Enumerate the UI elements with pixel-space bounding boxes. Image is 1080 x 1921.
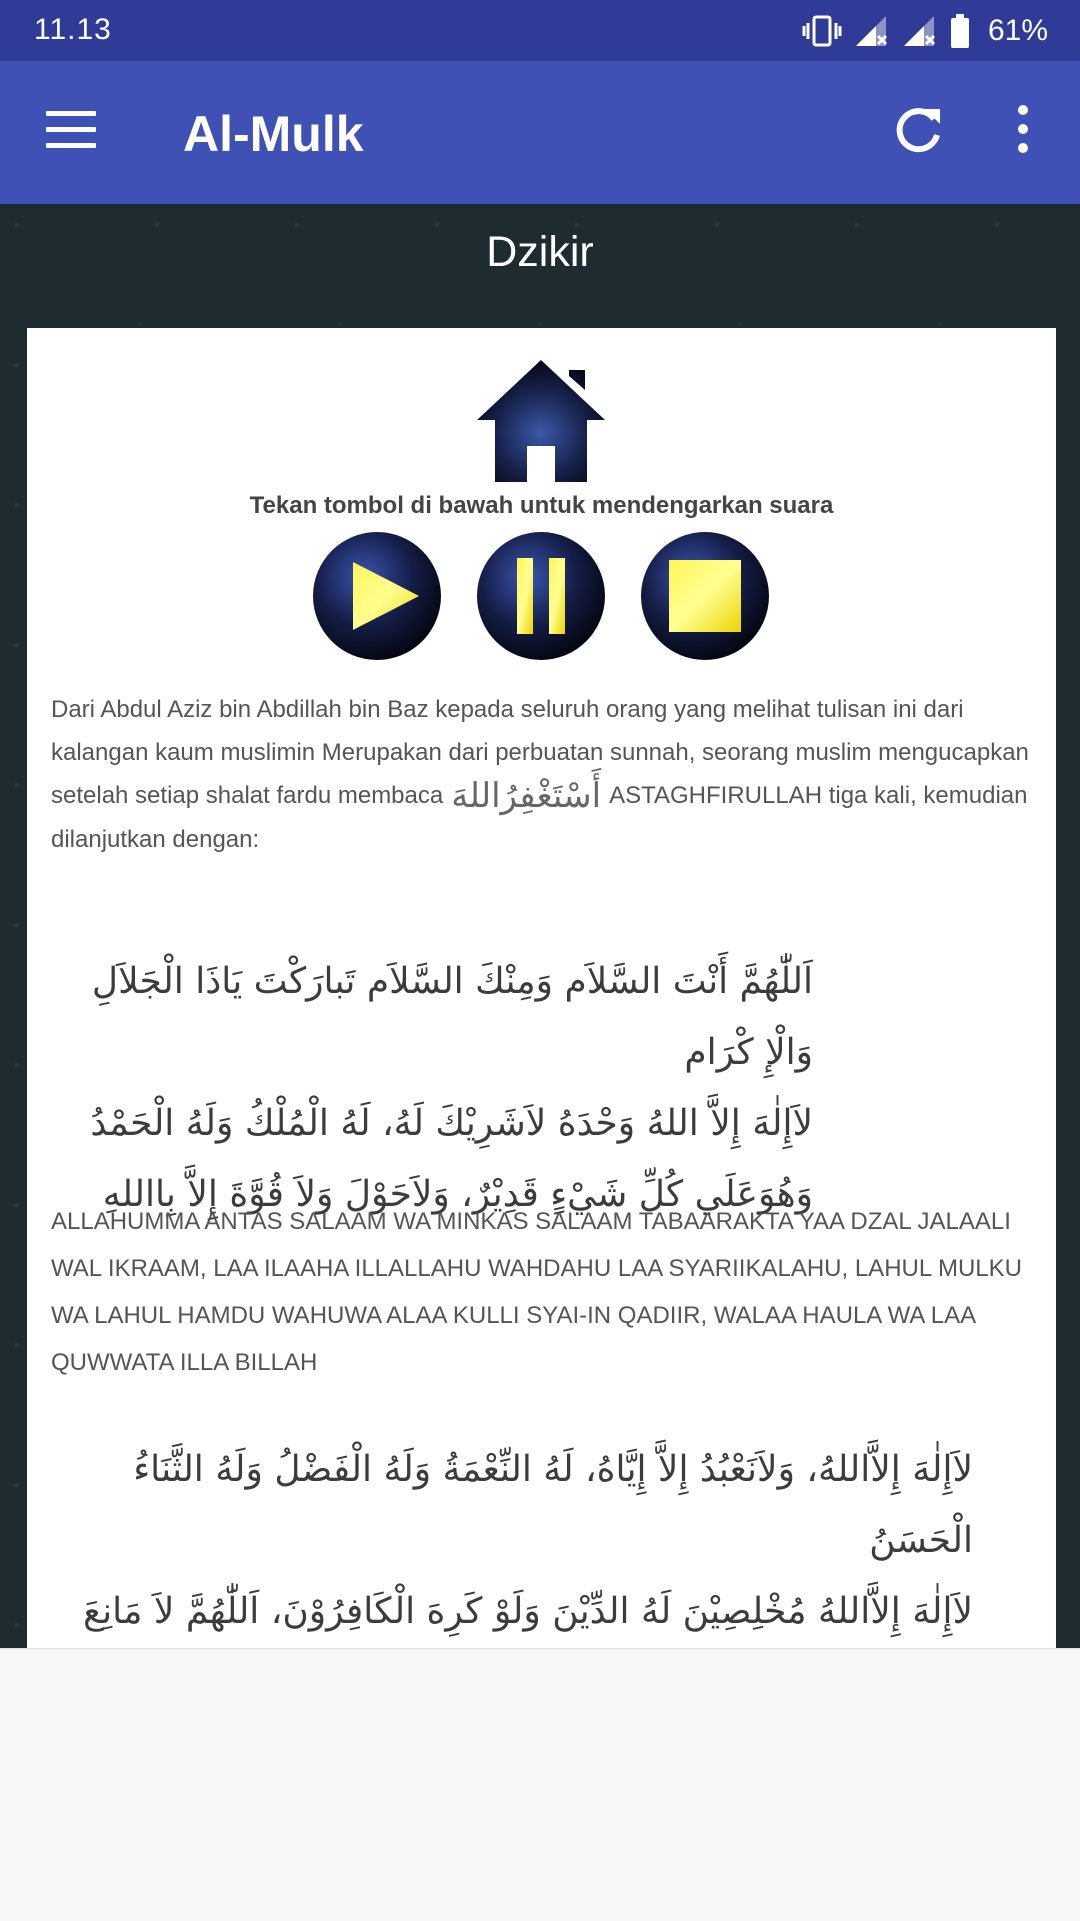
refresh-icon[interactable]	[890, 103, 946, 159]
page-title: Dzikir	[486, 228, 594, 276]
app-bar	[0, 61, 1080, 204]
arabic-line: وَهُوَعَلَي كُلِّ شَيْءٍ قَدِيْرٌ، وَلاَحَوْلَ وَلاَ قُوَّةَ إِلاَّ بِااللهِ	[102, 1174, 813, 1215]
status-icons	[802, 10, 1048, 52]
vibrate-icon	[802, 15, 842, 47]
intro-text-part1: Dari Abdul Aziz bin Abdillah bin Baz kepada seluruh orang yang melihat tulisan ini dari kalangan kaum muslimin Merupakan dari perbuatan sunnah, seorang muslim mengucapkan setelah setiap shalat fardu membaca	[51, 696, 1029, 809]
status-time: 11.13	[34, 13, 112, 46]
intro-paragraph	[51, 688, 1036, 861]
arabic-line: لاَإِلٰهَ إِلاَّاللهُ مُخْلِصِيْنَ لَهُ الدِّيْنَ وَلَوْ كَرِهَ الْكَافِرُوْنَ، اَللّٰهُمَّ لاَ مَانِعَ	[83, 1591, 973, 1632]
battery-percent: 61%	[987, 14, 1048, 47]
arabic-line: اَللّٰهُمَّ أَنْتَ السَّلاَم وَمِنْكَ السَّلاَم تَبارَكْتَ يَاذَا الْجَلاَلِ وَالْإِ كْرَام	[91, 961, 813, 1073]
bottom-blank-area	[0, 1648, 1080, 1921]
istighfar-arabic: أَسْتَغْفِرُاللهَ	[451, 776, 602, 817]
home-icon[interactable]	[473, 356, 609, 486]
stop-icon[interactable]	[641, 532, 769, 660]
status-bar	[0, 0, 1080, 61]
arabic-line: لاَإِلٰهَ إِلاَّ اللهُ وَحْدَهُ لاَشَرِيْكَ لَهُ، لَهُ الْمُلْكُ وَلَهُ الْحَمْدُ	[90, 1103, 813, 1144]
arabic-dzikir-block-1	[53, 946, 813, 1230]
arabic-line: لاَإِلٰهَ إِلاَّاللهُ، وَلاَنَعْبُدُ إِلاَّ إِيَّاهُ، لَهُ النِّعْمَةُ وَلَهُ الْفَضْلُ وَلَهُ الثَّنَاءُ الْحَسَنُ	[133, 1449, 973, 1561]
play-icon[interactable]	[313, 532, 441, 660]
latin-transliteration: ALLAHUMMA ANTAS SALAAM WA MINKAS SALAAM TABAARAKTA YAA DZAL JALAALI WAL IKRAAM, LAA ILAAHA ILLALLAHU WAHDAHU LAA SYARIIKALAHU, LAHUL MULKU WA LAHUL HAMDU WAHUWA ALAA KULLI SYAI-IN QADIIR, WALAA HAULA WA LAA QUWWATA ILLA BILLAH	[51, 1208, 1022, 1376]
signal-no-data-icon	[854, 14, 890, 48]
app-title: Al-Mulk	[183, 106, 364, 162]
hamburger-menu-icon[interactable]	[46, 111, 96, 149]
battery-icon	[950, 14, 970, 48]
signal-no-data-icon	[902, 14, 938, 48]
pause-icon[interactable]	[477, 532, 605, 660]
content-area	[0, 204, 1080, 1648]
more-vertical-icon[interactable]	[1006, 105, 1040, 161]
dzikir-card	[27, 328, 1056, 1658]
intro-text-part2: ASTAGHFIRULLAH tiga kali, kemudian dilanjutkan dengan:	[51, 782, 1028, 854]
instruction-text: Tekan tombol di bawah untuk mendengarkan suara	[249, 492, 834, 519]
